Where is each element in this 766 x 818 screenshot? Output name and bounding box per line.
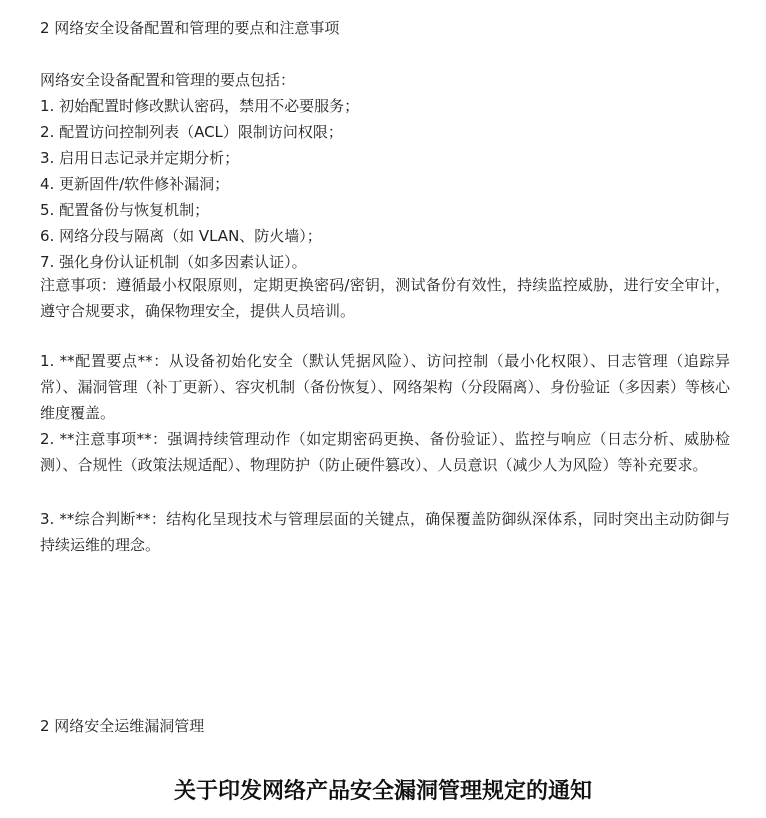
notice-title: 关于印发网络产品安全漏洞管理规定的通知 xyxy=(173,778,592,804)
section-heading: 2 网络安全设备配置和管理的要点和注意事项 xyxy=(40,19,340,37)
notes-paragraph: 注意事项：遵循最小权限原则，定期更换密码/密钥，测试备份有效性，持续监控威胁，进行安全审计，遵守合规要求，确保物理安全，提供人员培训。 xyxy=(40,276,730,320)
section-heading: 2 网络安全运维漏洞管理 xyxy=(40,717,205,735)
config-point: 4. 更新固件/软件修补漏洞； xyxy=(40,175,230,193)
analysis-paragraph: 2. **注意事项**：强调持续管理动作（如定期密码更换、备份验证）、监控与响应（日志分析、威胁检测）、合规性（政策法规适配）、物理防护（防止硬件篡改）、人员意识（减少人为风险）等补充要求。 xyxy=(40,430,730,474)
config-point: 7. 强化身份认证机制（如多因素认证）。 xyxy=(40,253,307,271)
config-point: 3. 启用日志记录并定期分析； xyxy=(40,149,240,167)
config-point: 1. 初始配置时修改默认密码，禁用不必要服务； xyxy=(40,97,360,115)
config-point: 5. 配置备份与恢复机制； xyxy=(40,201,210,219)
analysis-paragraph: 1. **配置要点**：从设备初始化安全（默认凭据风险）、访问控制（最小化权限）、日志管理（追踪异常）、漏洞管理（补丁更新）、容灾机制（备份恢复）、网络架构（分段隔离）、身份验证（多因素）等核心维度覆盖。 xyxy=(40,352,731,422)
config-point: 2. 配置访问控制列表（ACL）限制访问权限； xyxy=(40,123,343,141)
config-point: 6. 网络分段与隔离（如 VLAN、防火墙）； xyxy=(40,227,322,245)
analysis-paragraph: 3. **综合判断**：结构化呈现技术与管理层面的关键点，确保覆盖防御纵深体系，同时突出主动防御与持续运维的理念。 xyxy=(40,510,730,554)
points-intro: 网络安全设备配置和管理的要点包括： xyxy=(40,71,296,89)
